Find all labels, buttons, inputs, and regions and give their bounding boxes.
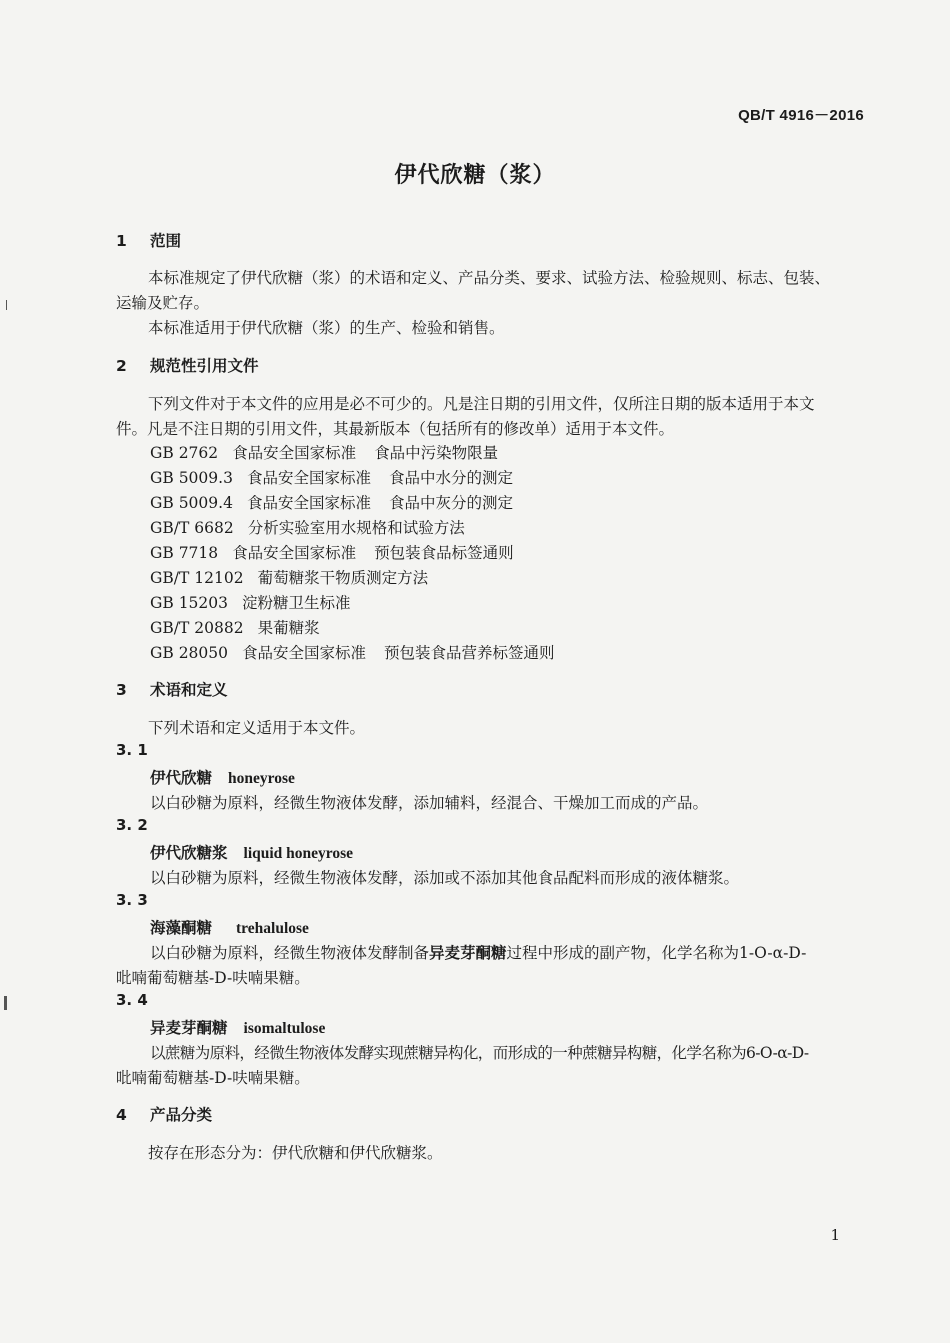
term-english: trehalulose (236, 920, 309, 937)
reference-title: 果葡糖浆 (257, 619, 320, 637)
paragraph-line: 本标准适用于伊代欣糖（浆）的生产、检验和销售。 (148, 319, 505, 337)
term-number: 3. 2 (116, 816, 148, 834)
section-4-heading (116, 1103, 212, 1125)
scan-mark (4, 996, 7, 1010)
paragraph-line: 下列文件对于本文件的应用是必不可少的。凡是注日期的引用文件，仅所注日期的版本适用于本文 (148, 395, 815, 413)
section-2-heading (116, 354, 259, 376)
reference-item (150, 616, 320, 638)
reference-code: GB 28050 (150, 644, 229, 662)
reference-item (150, 641, 555, 663)
definition-emphasis: 异麦芽酮糖 (429, 944, 507, 962)
reference-subtitle: 食品中水分的测定 (388, 469, 513, 487)
document-title: 伊代欣糖（浆） (394, 163, 556, 188)
reference-item (150, 591, 351, 613)
reference-title: 分析实验室用水规格和试验方法 (247, 519, 465, 537)
section-title: 范围 (150, 232, 182, 250)
paragraph-line: 运输及贮存。 (116, 294, 210, 312)
reference-code: GB/T 12102 (150, 569, 244, 587)
reference-code: GB 2762 (150, 444, 219, 462)
section-title: 术语和定义 (150, 681, 228, 699)
scan-mark (6, 300, 7, 310)
term-chinese: 伊代欣糖 (150, 769, 213, 787)
reference-title: 食品安全国家标准 (246, 494, 371, 512)
reference-title: 葡萄糖浆干物质测定方法 (257, 569, 429, 587)
section-title: 产品分类 (150, 1106, 213, 1124)
paragraph-line: 按存在形态分为：伊代欣糖和伊代欣糖浆。 (148, 1144, 443, 1162)
page-number: 1 (830, 1226, 840, 1244)
section-title: 规范性引用文件 (150, 357, 259, 375)
reference-item (150, 516, 465, 538)
section-number: 1 (116, 232, 127, 250)
reference-code: GB 7718 (150, 544, 219, 562)
reference-subtitle: 食品中灰分的测定 (388, 494, 513, 512)
term-number: 3. 1 (116, 741, 148, 759)
reference-code: GB 5009.4 (150, 494, 233, 512)
reference-code: GB/T 20882 (150, 619, 244, 637)
reference-subtitle: 食品中污染物限量 (374, 444, 499, 462)
section-1-heading (116, 229, 181, 251)
reference-item (150, 566, 428, 588)
section-number: 4 (116, 1106, 127, 1124)
term-definition: 吡喃葡萄糖基-D-呋喃果糖。 (116, 969, 310, 987)
reference-subtitle: 预包装食品营养标签通则 (384, 644, 555, 662)
definition-text: 过程中形成的副产物，化学名称为1-O-α-D- (506, 944, 807, 962)
term-chinese: 伊代欣糖浆 (150, 844, 228, 862)
reference-subtitle: 预包装食品标签通则 (374, 544, 514, 562)
section-number: 3 (116, 681, 127, 699)
reference-code: GB/T 6682 (150, 519, 234, 537)
reference-code: GB 5009.3 (150, 469, 233, 487)
term-definition: 吡喃葡萄糖基-D-呋喃果糖。 (116, 1069, 310, 1087)
reference-title: 淀粉糖卫生标准 (242, 594, 351, 612)
paragraph-line: 下列术语和定义适用于本文件。 (148, 719, 366, 737)
reference-title: 食品安全国家标准 (232, 544, 357, 562)
reference-item (150, 491, 513, 513)
section-number: 2 (116, 357, 127, 375)
term-number: 3. 3 (116, 891, 148, 909)
term-heading (150, 1016, 325, 1038)
term-definition: 以白砂糖为原料，经微生物液体发酵，添加辅料，经混合、干燥加工而成的产品。 (150, 794, 709, 812)
term-english: isomaltulose (243, 1020, 326, 1037)
term-heading (150, 841, 353, 863)
reference-title: 食品安全国家标准 (232, 444, 357, 462)
term-english: liquid honeyrose (243, 845, 354, 862)
term-heading (150, 766, 295, 788)
term-chinese: 海藻酮糖 (150, 919, 213, 937)
term-heading (150, 916, 309, 938)
standard-code: QB/T 4916－2016 (738, 107, 864, 124)
reference-title: 食品安全国家标准 (246, 469, 371, 487)
term-number: 3. 4 (116, 991, 148, 1009)
reference-item (150, 466, 513, 488)
term-definition: 以蔗糖为原料，经微生物液体发酵实现蔗糖异构化，而形成的一种蔗糖异构糖，化学名称为6-O-α-D- (150, 1044, 809, 1062)
term-definition: 以白砂糖为原料，经微生物液体发酵，添加或不添加其他食品配料而形成的液体糖浆。 (150, 869, 740, 887)
term-english: honeyrose (228, 770, 295, 787)
term-chinese: 异麦芽酮糖 (150, 1019, 228, 1037)
reference-title: 食品安全国家标准 (242, 644, 367, 662)
reference-code: GB 15203 (150, 594, 229, 612)
term-definition (150, 941, 806, 963)
section-3-heading (116, 678, 228, 700)
paragraph-line: 件。凡是不注日期的引用文件，其最新版本（包括所有的修改单）适用于本文件。 (116, 420, 675, 438)
definition-text: 以白砂糖为原料，经微生物液体发酵制备 (150, 944, 430, 962)
reference-item (150, 541, 514, 563)
paragraph-line: 本标准规定了伊代欣糖（浆）的术语和定义、产品分类、要求、试验方法、检验规则、标志、包装、 (148, 269, 831, 287)
reference-item (150, 441, 498, 463)
